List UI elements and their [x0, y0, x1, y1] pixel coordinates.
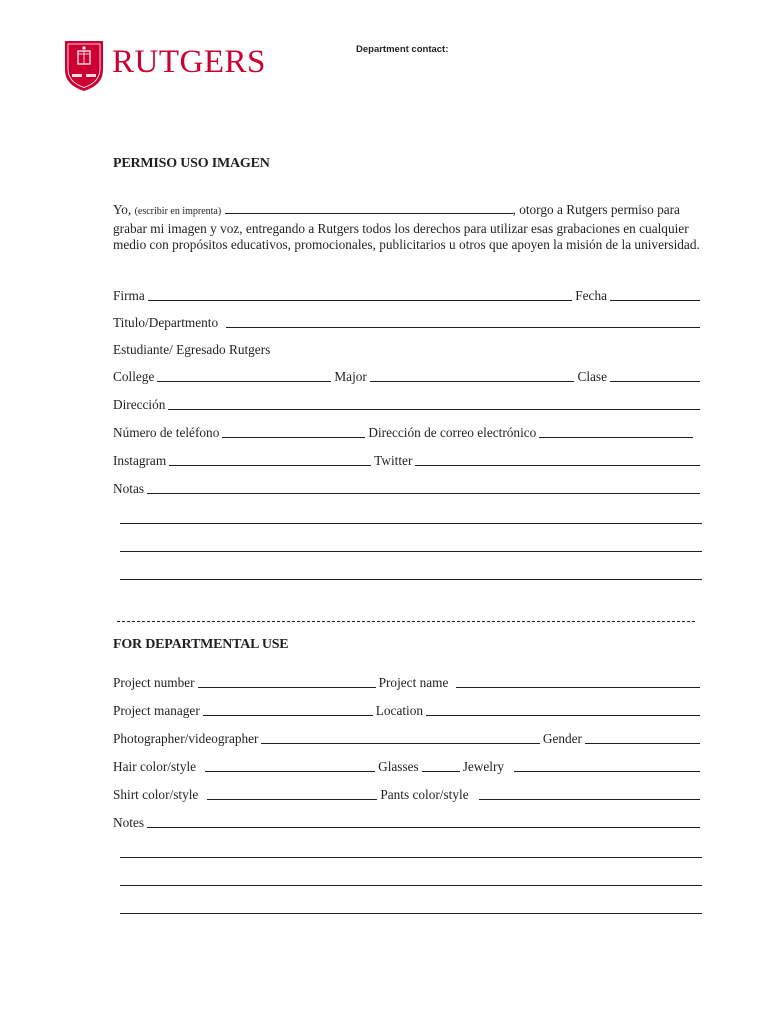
photographer-label: Photographer/videographer [113, 731, 259, 746]
project-number-row [113, 673, 703, 691]
para-rest: , otorgo a Rutgers permiso para grabar mi imagen y voz, entregando a Rutgers todos los derechos para utilizar esas grabaciones en cualquier medio con propósitos educativos, promocionales, publicitarios u otros que apoyen la misión de la universidad. [113, 202, 700, 252]
firma-label: Firma [113, 288, 145, 303]
departmental-title: FOR DEPARTMENTAL USE [113, 637, 289, 652]
project-number-label: Project number [113, 675, 195, 690]
project-manager-row [113, 701, 703, 719]
direccion-label: Dirección [113, 397, 166, 412]
permiso-paragraph [113, 202, 703, 254]
shirt-row [113, 785, 703, 803]
hair-row [113, 757, 703, 775]
notas-label: Notas [113, 481, 145, 496]
titulo-field[interactable] [226, 327, 700, 328]
hair-label: Hair color/style [113, 759, 197, 774]
project-manager-label: Project manager [113, 703, 200, 718]
major-label: Major [334, 369, 367, 384]
clase-label: Clase [577, 369, 607, 384]
correo-field[interactable] [539, 437, 693, 438]
project-number-field[interactable] [198, 687, 376, 688]
estudiante-row [113, 340, 703, 358]
gender-label: Gender [542, 731, 582, 746]
project-name-label: Project name [378, 675, 449, 690]
para-small-note: (escribir en imprenta) [134, 206, 222, 217]
location-field[interactable] [426, 715, 700, 716]
telefono-row [113, 423, 703, 441]
correo-label: Dirección de correo electrónico [368, 425, 537, 440]
notas-line[interactable] [120, 523, 702, 524]
instagram-field[interactable] [169, 465, 371, 466]
telefono-label: Número de teléfono [113, 425, 220, 440]
instagram-row [113, 451, 703, 469]
notes-field[interactable] [147, 827, 700, 828]
rutgers-wordmark: RUTGERS [112, 44, 266, 80]
notas-field[interactable] [147, 493, 700, 494]
twitter-field[interactable] [415, 465, 700, 466]
pants-field[interactable] [479, 799, 700, 800]
photographer-row [113, 729, 703, 747]
titulo-label: Titulo/Departmento [113, 315, 219, 330]
cut-divider [117, 621, 695, 622]
project-manager-field[interactable] [203, 715, 373, 716]
college-row [113, 367, 703, 385]
glasses-field[interactable] [422, 771, 460, 772]
fecha-label: Fecha [575, 288, 607, 303]
jewelry-field[interactable] [514, 771, 700, 772]
college-field[interactable] [157, 381, 331, 382]
direccion-row [113, 395, 703, 413]
instagram-label: Instagram [113, 453, 167, 468]
location-label: Location [375, 703, 424, 718]
notes-line[interactable] [120, 885, 702, 886]
shirt-field[interactable] [207, 799, 377, 800]
notas-row [113, 479, 703, 497]
twitter-label: Twitter [374, 453, 413, 468]
permiso-title: PERMISO USO IMAGEN [113, 156, 270, 171]
name-blank[interactable] [225, 204, 513, 214]
clase-field[interactable] [610, 381, 700, 382]
notes-line[interactable] [120, 913, 702, 914]
firma-row [113, 286, 703, 304]
jewelry-label: Jewelry [462, 759, 505, 774]
titulo-row [113, 313, 703, 331]
glasses-label: Glasses [378, 759, 419, 774]
notas-line[interactable] [120, 551, 702, 552]
firma-field[interactable] [148, 300, 572, 301]
major-field[interactable] [370, 381, 575, 382]
notas-line[interactable] [120, 579, 702, 580]
college-label: College [113, 369, 155, 384]
photographer-field[interactable] [261, 743, 539, 744]
hair-field[interactable] [205, 771, 375, 772]
para-lead: Yo, [113, 202, 132, 217]
direccion-field[interactable] [168, 409, 700, 410]
pants-label: Pants color/style [380, 787, 469, 802]
fecha-field[interactable] [610, 300, 700, 301]
project-name-field[interactable] [456, 687, 700, 688]
department-contact-label: Department contact: [356, 44, 449, 55]
telefono-field[interactable] [222, 437, 365, 438]
notes-row [113, 813, 703, 831]
rutgers-shield-logo [64, 40, 104, 92]
shirt-label: Shirt color/style [113, 787, 199, 802]
notes-line[interactable] [120, 857, 702, 858]
estudiante-label: Estudiante/ Egresado Rutgers [113, 342, 271, 357]
gender-field[interactable] [585, 743, 700, 744]
notes-label: Notes [113, 815, 145, 830]
